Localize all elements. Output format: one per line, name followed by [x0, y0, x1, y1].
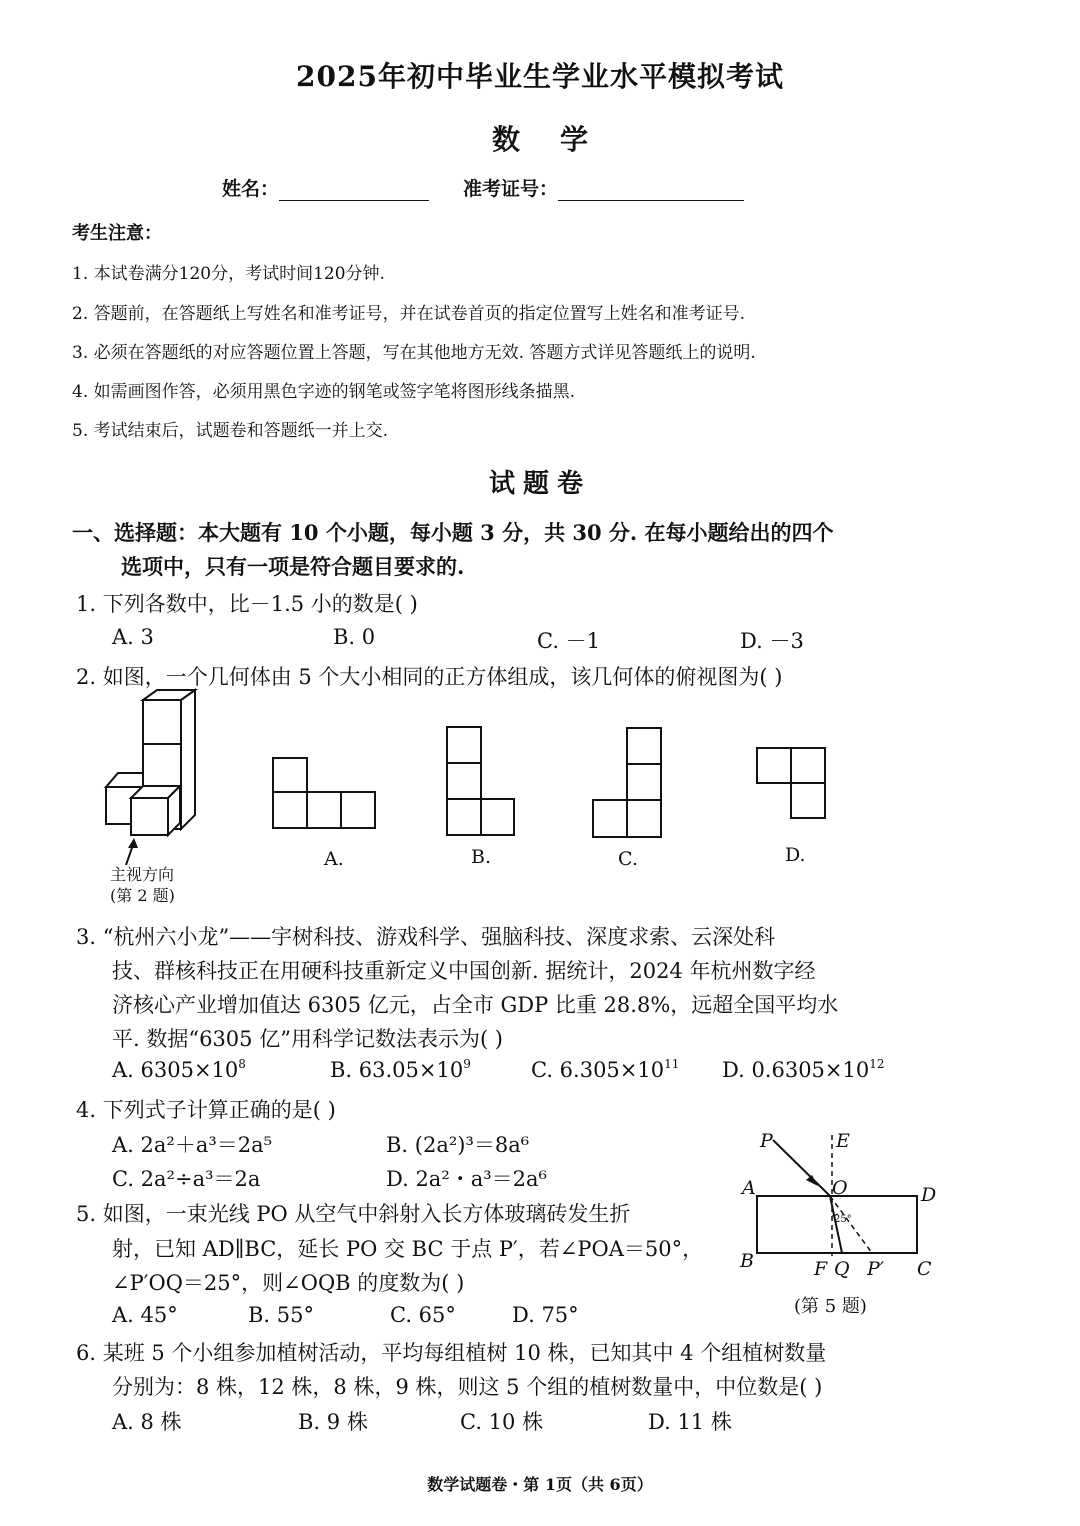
id-label: 准考证号：: [463, 178, 559, 200]
notice-item: 3. 必须在答题纸的对应答题位置上答题，写在其他地方无效. 答题方式详见答题纸上的说明.: [72, 343, 756, 363]
q5-label-b: B: [740, 1250, 754, 1272]
notice-item: 5. 考试结束后，试题卷和答题纸一并上交.: [72, 421, 389, 441]
q2-label-d: D.: [785, 844, 806, 866]
q2-view-direction-label: 主视方向: [110, 865, 175, 884]
question-3-line: 济核心产业增加值达 6305 亿元，占全市 GDP 比重 28.8%，远超全国平均水: [112, 993, 839, 1017]
q1-option-c: C. －1: [537, 629, 601, 653]
q5-label-e: E: [836, 1130, 850, 1152]
q6-option-c: C. 10 株: [460, 1410, 544, 1434]
question-5-line: 射，已知 AD∥BC，延长 PO 交 BC 于点 P′，若∠POA＝50°，: [112, 1237, 704, 1261]
q5-label-q: Q: [834, 1258, 850, 1280]
q2-label-c: C.: [618, 848, 638, 870]
q2-caption: (第 2 题): [110, 886, 175, 905]
question-2-stem: 2. 如图，一个几何体由 5 个大小相同的正方体组成，该几何体的俯视图为( ): [76, 665, 783, 689]
question-5-line: 5. 如图，一束光线 PO 从空气中斜射入长方体玻璃砖发生折: [76, 1202, 631, 1226]
q4-option-b: B. (2a²)³＝8a⁶: [386, 1133, 530, 1157]
q5-label-p-prime: P′: [867, 1258, 885, 1280]
notice-item: 2. 答题前，在答题纸上写姓名和准考证号，并在试卷首页的指定位置写上姓名和准考证号.: [72, 304, 746, 324]
subject-title: 数学: [491, 123, 628, 156]
question-3-line: 平. 数据“6305 亿”用科学记数法表示为( ): [112, 1027, 504, 1051]
paper-title: 试题卷: [488, 469, 591, 499]
q6-option-d: D. 11 株: [648, 1410, 732, 1434]
notice-item: 4. 如需画图作答，必须用黑色字迹的钢笔或签字笔将图形线条描黑.: [72, 382, 576, 402]
q1-option-d: D. －3: [740, 629, 804, 653]
question-4-stem: 4. 下列式子计算正确的是( ): [76, 1098, 336, 1122]
q4-option-a: A. 2a²＋a³＝2a⁵: [112, 1133, 273, 1157]
question-1-stem: 1. 下列各数中，比－1.5 小的数是( ): [76, 592, 418, 616]
section-heading-cont: 选项中，只有一项是符合题目要求的.: [121, 554, 465, 579]
q2-label-b: B.: [471, 846, 492, 868]
q5-label-p: P: [760, 1130, 773, 1152]
exam-title: 2025年初中毕业生学业水平模拟考试: [296, 60, 784, 93]
q5-angle-label: 25°: [834, 1214, 852, 1225]
q5-caption: (第 5 题): [794, 1296, 867, 1317]
page-footer: 数学试题卷・第 1页（共 6页）: [427, 1475, 653, 1494]
q5-option-c: C. 65°: [390, 1303, 456, 1327]
q5-label-o: O: [832, 1177, 848, 1199]
q5-option-a: A. 45°: [112, 1303, 178, 1327]
q5-label-a: A: [742, 1177, 756, 1199]
q4-option-d: D. 2a²・a³＝2a⁶: [386, 1167, 547, 1191]
notice-heading: 考生注意：: [72, 223, 162, 244]
q3-option-a: A. $6305\times 10^8$: [112, 1057, 246, 1082]
q6-option-b: B. 9 株: [298, 1410, 368, 1434]
q3-option-b: B. $63.05\times 10^9$: [330, 1057, 471, 1082]
q5-label-d: D: [921, 1184, 937, 1206]
question-5-line: ∠P′OQ＝25°，则∠OQB 的度数为( ): [112, 1271, 465, 1295]
q1-option-b: B. 0: [333, 625, 376, 649]
question-3-line: 技、群核科技正在用硬科技重新定义中国创新. 据统计，2024 年杭州数字经: [112, 959, 816, 983]
q4-option-c: C. 2a²÷a³＝2a: [112, 1167, 261, 1191]
section-heading: 一、选择题：本大题有 10 个小题，每小题 3 分，共 30 分. 在每小题给出的四个: [72, 520, 834, 545]
q3-option-c: C. $6.305\times 10^{11}$: [531, 1057, 680, 1082]
notice-item: 1. 本试卷满分120分，考试时间120分钟.: [72, 264, 385, 284]
question-6-line: 6. 某班 5 个小组参加植树活动，平均每组植树 10 株，已知其中 4 个组植树数量: [76, 1341, 827, 1365]
question-3-line: 3. “杭州六小龙”——宇树科技、游戏科学、强脑科技、深度求索、云深处科: [76, 925, 776, 949]
name-label: 姓名：: [222, 178, 280, 200]
q2-label-a: A.: [324, 848, 344, 870]
q3-option-d: D. $0.6305\times 10^{12}$: [722, 1057, 885, 1082]
q6-option-a: A. 8 株: [112, 1410, 182, 1434]
question-6-line: 分别为：8 株，12 株，8 株，9 株，则这 5 个组的植树数量中，中位数是( ): [112, 1375, 823, 1399]
q5-label-c: C: [917, 1258, 932, 1280]
q5-label-f: F: [814, 1258, 828, 1280]
q1-option-a: A. 3: [112, 625, 154, 649]
q5-option-d: D. 75°: [512, 1303, 579, 1327]
q5-option-b: B. 55°: [248, 1303, 315, 1327]
